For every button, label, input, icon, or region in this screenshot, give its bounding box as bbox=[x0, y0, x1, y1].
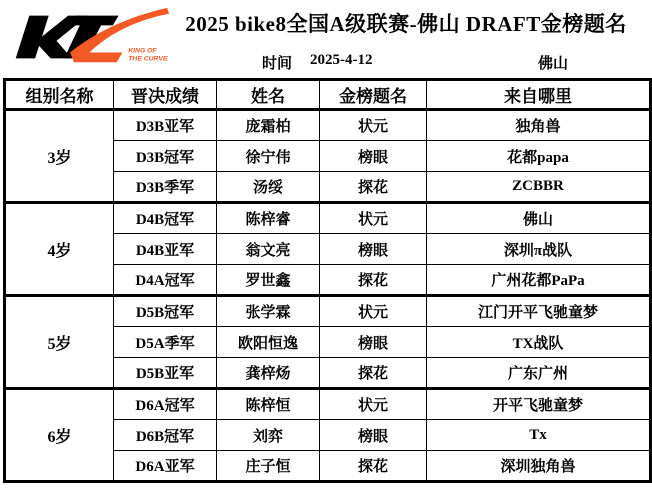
name-cell: 翁文亮 bbox=[217, 234, 320, 265]
from-cell: 开平飞驰童梦 bbox=[427, 389, 651, 420]
result-cell: D3B冠军 bbox=[114, 141, 217, 172]
document-header bbox=[0, 0, 652, 78]
result-cell: D6A冠军 bbox=[114, 389, 217, 420]
table-row bbox=[5, 296, 651, 327]
name-cell: 汤绥 bbox=[217, 172, 320, 203]
result-cell: D5B冠军 bbox=[114, 296, 217, 327]
title-cell: 榜眼 bbox=[320, 420, 427, 451]
result-cell: D4B亚军 bbox=[114, 234, 217, 265]
name-cell: 庞霜柏 bbox=[217, 110, 320, 141]
name-cell: 张学霖 bbox=[217, 296, 320, 327]
from-cell: 佛山 bbox=[427, 203, 651, 234]
column-header-title: 金榜题名 bbox=[320, 80, 427, 110]
result-cell: D4B冠军 bbox=[114, 203, 217, 234]
title-cell: 榜眼 bbox=[320, 234, 427, 265]
name-cell: 罗世鑫 bbox=[217, 265, 320, 296]
title-cell: 状元 bbox=[320, 203, 427, 234]
group-cell: 5岁 bbox=[5, 296, 114, 389]
name-cell: 欧阳恒逸 bbox=[217, 327, 320, 358]
result-cell: D4A冠军 bbox=[114, 265, 217, 296]
title-cell: 状元 bbox=[320, 389, 427, 420]
from-cell: 深圳独角兽 bbox=[427, 451, 651, 482]
title-cell: 榜眼 bbox=[320, 141, 427, 172]
results-table bbox=[3, 78, 652, 483]
from-cell: ZCBBR bbox=[427, 172, 651, 203]
column-header-from: 来自哪里 bbox=[427, 80, 651, 110]
name-cell: 龚梓炀 bbox=[217, 358, 320, 389]
group-cell: 3岁 bbox=[5, 110, 114, 203]
name-cell: 陈梓恒 bbox=[217, 389, 320, 420]
location-label: 佛山 bbox=[538, 56, 569, 72]
from-cell: 深圳π战队 bbox=[427, 234, 651, 265]
time-label: 时间 bbox=[262, 56, 293, 72]
result-cell: D5A季军 bbox=[114, 327, 217, 358]
title-cell: 探花 bbox=[320, 265, 427, 296]
column-header-group: 组别名称 bbox=[5, 80, 114, 110]
group-cell: 6岁 bbox=[5, 389, 114, 482]
title-cell: 榜眼 bbox=[320, 327, 427, 358]
result-cell: D6B冠军 bbox=[114, 420, 217, 451]
title-cell: 探花 bbox=[320, 358, 427, 389]
title-cell: 探花 bbox=[320, 451, 427, 482]
from-cell: TX战队 bbox=[427, 327, 651, 358]
page-title: 2025 bike8全国A级联赛-佛山 DRAFT金榜题名 bbox=[185, 12, 627, 36]
logo-tagline-line2: THE CURVE bbox=[128, 55, 168, 63]
from-cell: 广州花都PaPa bbox=[427, 265, 651, 296]
name-cell: 刘弈 bbox=[217, 420, 320, 451]
result-cell: D3B亚军 bbox=[114, 110, 217, 141]
column-header-name: 姓名 bbox=[217, 80, 320, 110]
column-header-result: 晋决成绩 bbox=[114, 80, 217, 110]
group-cell: 4岁 bbox=[5, 203, 114, 296]
title-cell: 状元 bbox=[320, 296, 427, 327]
from-cell: 花都papa bbox=[427, 141, 651, 172]
logo-tagline-line1: KING OF bbox=[128, 47, 157, 55]
result-cell: D5B亚军 bbox=[114, 358, 217, 389]
table-row bbox=[5, 203, 651, 234]
table-row bbox=[5, 389, 651, 420]
name-cell: 庄子恒 bbox=[217, 451, 320, 482]
title-cell: 探花 bbox=[320, 172, 427, 203]
info-row bbox=[0, 52, 652, 74]
title-cell: 状元 bbox=[320, 110, 427, 141]
header-row bbox=[5, 80, 651, 110]
from-cell: 江门开平飞驰童梦 bbox=[427, 296, 651, 327]
name-cell: 徐宁伟 bbox=[217, 141, 320, 172]
from-cell: 广东广州 bbox=[427, 358, 651, 389]
from-cell: 独角兽 bbox=[427, 110, 651, 141]
time-value: 2025-4-12 bbox=[310, 52, 373, 68]
table-row bbox=[5, 110, 651, 141]
result-cell: D6A亚军 bbox=[114, 451, 217, 482]
name-cell: 陈梓睿 bbox=[217, 203, 320, 234]
result-cell: D3B季军 bbox=[114, 172, 217, 203]
from-cell: Tx bbox=[427, 420, 651, 451]
